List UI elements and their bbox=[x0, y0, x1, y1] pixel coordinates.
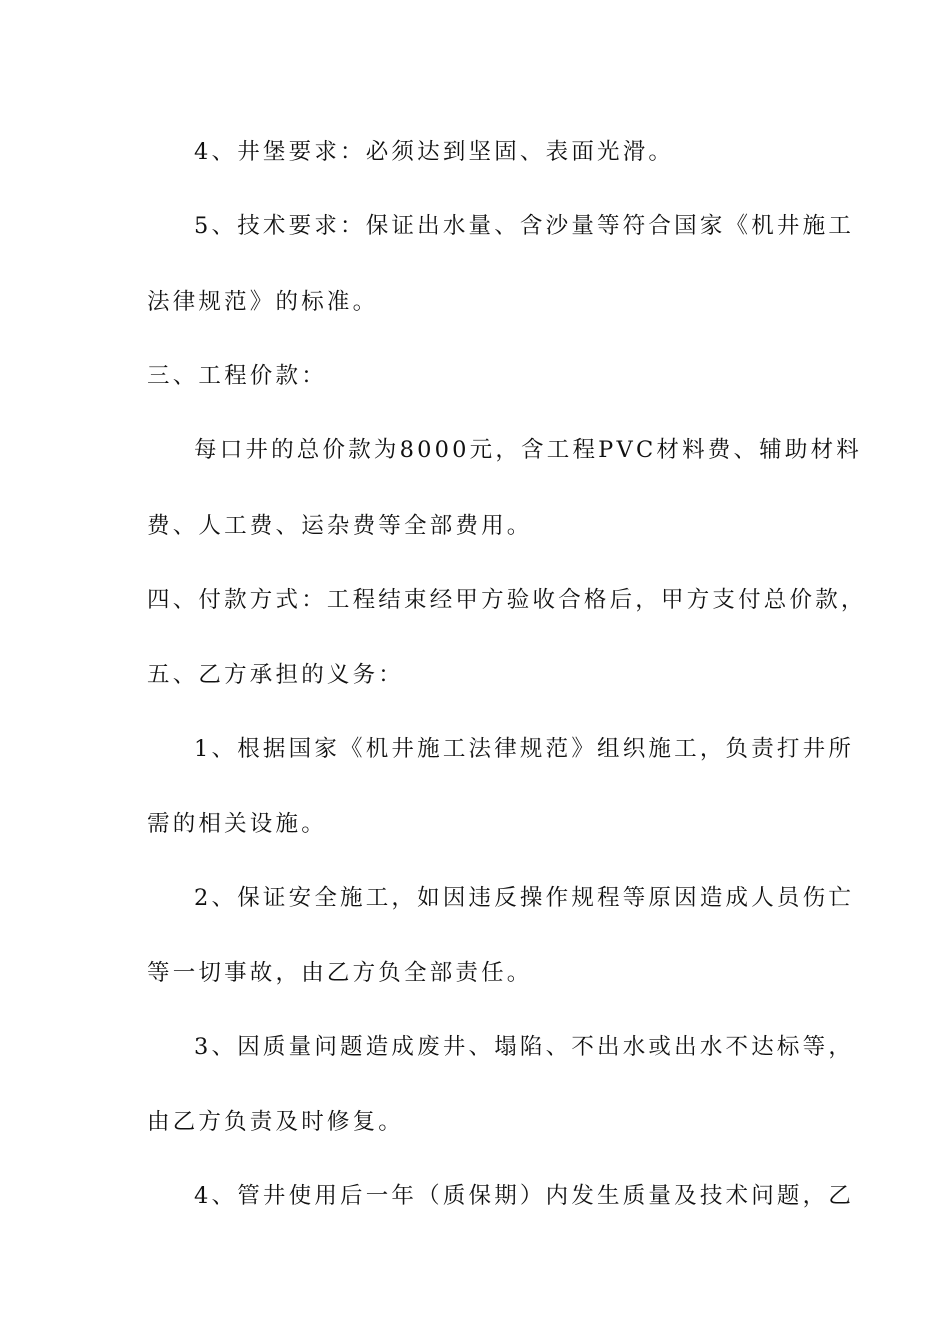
section-heading: 五、乙方承担的义务： bbox=[147, 662, 405, 688]
section-heading: 三、工程价款： bbox=[147, 363, 327, 389]
paragraph-line: 需的相关设施。 bbox=[147, 811, 327, 837]
paragraph-line: 由乙方负责及时修复。 bbox=[147, 1109, 405, 1135]
paragraph-line: 法律规范》的标准。 bbox=[147, 289, 379, 315]
paragraph-line: 1、根据国家《机井施工法律规范》组织施工，负责打井所 bbox=[194, 736, 855, 762]
paragraph-line: 4、管井使用后一年（质保期）内发生质量及技术问题，乙 bbox=[194, 1183, 855, 1209]
paragraph-line: 3、因质量问题造成废井、塌陷、不出水或出水不达标等， bbox=[194, 1034, 855, 1060]
section-heading: 四、付款方式：工程结束经甲方验收合格后，甲方支付总价款， bbox=[147, 587, 867, 613]
paragraph-line: 费、人工费、运杂费等全部费用。 bbox=[147, 513, 533, 539]
paragraph-line: 2、保证安全施工，如因违反操作规程等原因造成人员伤亡 bbox=[194, 885, 855, 911]
paragraph-line: 等一切事故，由乙方负全部责任。 bbox=[147, 960, 533, 986]
paragraph-line: 5、技术要求：保证出水量、含沙量等符合国家《机井施工 bbox=[194, 213, 855, 239]
paragraph-line: 4、井堡要求：必须达到坚固、表面光滑。 bbox=[194, 139, 675, 165]
paragraph-line: 每口井的总价款为8000元，含工程PVC材料费、辅助材料 bbox=[194, 437, 862, 463]
